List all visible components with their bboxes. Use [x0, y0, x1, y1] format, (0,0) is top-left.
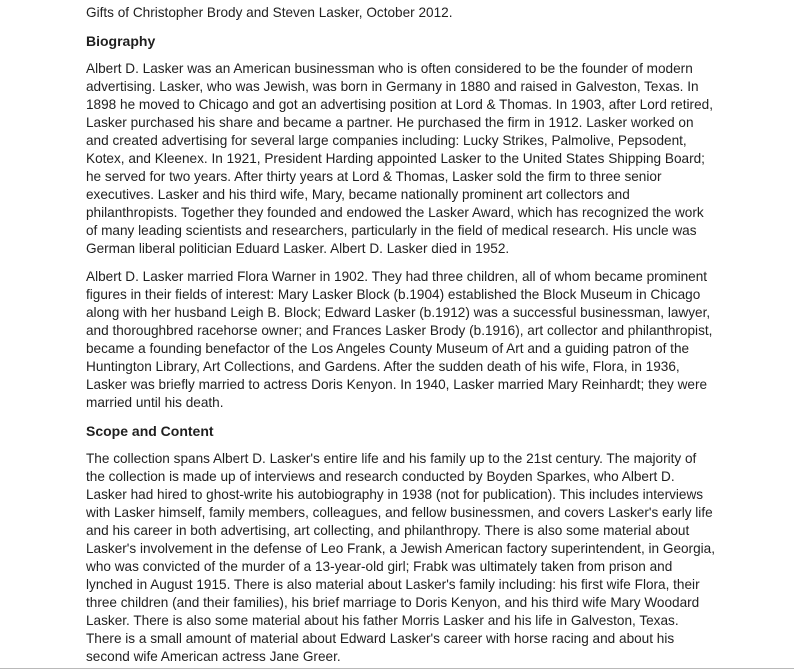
biography-p1-line: Kotex, and Kleenex. In 1921, President Harding appointed Lasker to the United States Shipping Board;: [86, 151, 705, 166]
biography-p2-line: and thoroughbred racehorse owner; and Frances Lasker Brody (b.1916), art collector and philanthropist,: [86, 323, 713, 338]
biography-p2-line: Albert D. Lasker married Flora Warner in 1902. They had three children, all of whom became prominent: [86, 269, 708, 284]
biography-heading: Biography: [86, 33, 156, 49]
scope-line: There is a small amount of material about Edward Lasker's career with horse racing and about his: [86, 631, 675, 646]
finding-aid-document: [86, 0, 746, 666]
scope-heading: Scope and Content: [86, 423, 214, 439]
scope-line: and his career in both advertising, art collecting, and philanthropy. There is also some material about: [86, 523, 690, 538]
biography-p1-line: Lasker purchased his share and became a partner. He purchased the firm in 1912. Lasker worked on: [86, 115, 694, 130]
scope-line: the collection is made up of interviews and research conducted by Boyden Sparkes, who Albert D.: [86, 469, 675, 484]
biography-p2-line: Lasker was briefly married to actress Doris Kenyon. In 1940, Lasker married Mary Reinhardt; they were: [86, 377, 708, 392]
biography-p2-line: married until his death.: [86, 395, 224, 410]
biography-p2-line: Huntington Library, Art Collections, and Gardens. After the sudden death of his wife, Flora, in 1936,: [86, 359, 680, 374]
scope-line: with Lasker himself, family members, colleagues, and fellow businessmen, and covers Lasker's early life: [86, 505, 713, 520]
scope-line: Lasker's involvement in the defense of Leo Frank, a Jewish American factory superintendent, in Georgia,: [86, 541, 716, 556]
scope-line: who was convicted of the murder of a 13-year-old girl; Frabk was ultimately taken from prison and: [86, 559, 673, 574]
biography-p1-line: of many leading scientists and researchers, particularly in the field of medical research. His uncle was: [86, 223, 697, 238]
biography-p1-line: 1898 he moved to Chicago and got an advertising position at Lord & Thomas. In 1903, after Lord retired,: [86, 97, 713, 112]
biography-p2-line: figures in their fields of interest: Mary Lasker Block (b.1904) established the Block Museum in Chicago: [86, 287, 701, 302]
biography-paragraph-1: [86, 60, 746, 258]
biography-p1-line: German liberal politician Eduard Lasker. Albert D. Lasker died in 1952.: [86, 241, 510, 256]
biography-p1-line: advertising. Lasker, who was Jewish, was born in Germany in 1880 and raised in Galveston, Texas. In: [86, 79, 699, 94]
gifts-line: Gifts of Christopher Brody and Steven Lasker, October 2012.: [86, 5, 453, 20]
scope-line: Lasker had hired to ghost-write his autobiography in 1938 (not for publication). This includes interviews: [86, 487, 704, 502]
biography-p1-line: philanthropists. Together they founded and endowed the Lasker Award, which has recognized the work: [86, 205, 704, 220]
scope-line: second wife American actress Jane Greer.: [86, 649, 341, 664]
biography-p2-line: became a founding benefactor of the Los Angeles County Museum of Art and a guiding patron of the: [86, 341, 690, 356]
biography-p1-line: he served for two years. After thirty years at Lord & Thomas, Lasker sold the firm to three senior: [86, 169, 662, 184]
biography-p2-line: along with her husband Leigh B. Block; Edward Lasker (b.1912) was a successful businessman, lawyer,: [86, 305, 711, 320]
biography-paragraph-2: [86, 268, 746, 412]
scope-line: Lasker. There is also some material about his father Morris Lasker and his life in Galveston, Texas.: [86, 613, 679, 628]
bottom-divider: [0, 668, 794, 669]
biography-p1-line: and created advertising for several large companies including: Lucky Strikes, Palmolive, Pepsodent,: [86, 133, 687, 148]
scope-paragraph: [86, 450, 746, 666]
biography-p1-line: executives. Lasker and his third wife, Mary, became nationally prominent art collectors and: [86, 187, 630, 202]
biography-p1-line: Albert D. Lasker was an American businessman who is often considered to be the founder of modern: [86, 61, 693, 76]
scope-line: The collection spans Albert D. Lasker's entire life and his family up to the 21st century. The majority of: [86, 451, 697, 466]
scope-line: lynched in August 1915. There is also material about Lasker's family including: his first wife Flora, their: [86, 577, 700, 592]
scope-line: three children (and their families), his brief marriage to Doris Kenyon, and his third wife Mary Woodard: [86, 595, 700, 610]
